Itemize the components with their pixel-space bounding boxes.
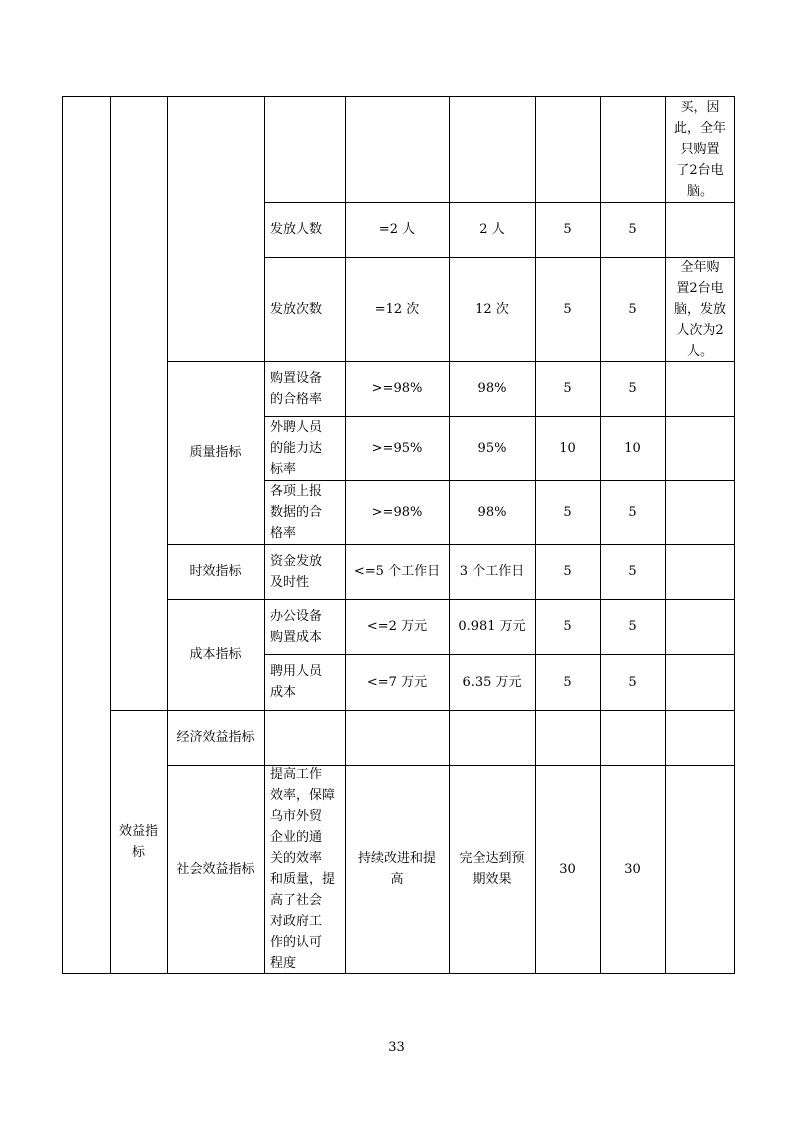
note-cell [665,654,735,710]
score-a-cell: 5 [563,619,572,634]
sub-category-timeliness: 时效指标 [189,564,242,579]
score-a-cell: 30 [559,861,576,877]
target-cell: >=98% [371,381,423,396]
actual-cell: 95% [477,440,507,456]
score-a-cell: 5 [563,222,572,237]
sub-category-quality: 质量指标 [189,445,242,460]
actual-cell: 98% [477,381,507,396]
performance-table [62,96,734,973]
actual-cell: 12 次 [475,301,509,317]
indicator-cell: 办公设备 购置成本 [270,608,323,645]
target-cell: >=95% [371,440,423,456]
note-cell [665,765,735,973]
score-a-cell: 5 [563,674,572,690]
note-cell [665,599,735,654]
note-cell: 全年购 置2台电 脑，发放 人次为2 人。 [673,259,726,359]
actual-cell: 6.35 万元 [462,674,522,690]
category-benefit: 效益指 标 [118,823,158,860]
page-number: 33 [388,1040,405,1055]
score-a-cell: 5 [563,564,572,579]
actual-cell: 0.981 万元 [458,619,526,634]
target-cell: <=2 万元 [366,619,428,634]
indicator-cell: 提高工作 效率，保障 乌市外贸 企业的通 关的效率 和质量，提 高了社会 对政府工 作的认可 程度 [270,767,336,971]
target-cell: =2 人 [378,222,416,237]
score-b-cell: 10 [624,440,641,456]
target-cell: 持续改进和提 高 [357,851,436,887]
target-cell: =12 次 [374,301,420,317]
actual-cell: 3 个工作日 [459,564,525,579]
actual-cell: 98% [477,504,507,520]
target-cell: <=5 个工作日 [353,564,441,579]
indicator-cell: 发放次数 [270,301,323,317]
note-cell [665,361,735,416]
sub-category-economic: 经济效益指标 [176,730,255,745]
indicator-cell: 资金发放 及时性 [270,553,323,590]
note-cell [665,416,735,480]
score-b-cell: 5 [628,504,637,520]
score-b-cell [600,710,665,765]
score-a-cell [535,710,600,765]
indicator-cell: 各项上报 数据的合 格率 [270,483,323,541]
score-b-cell: 5 [628,381,637,396]
target-cell: >=98% [371,504,423,520]
note-cell [665,710,735,765]
indicator-cell: 发放人数 [270,222,323,237]
score-a-cell: 10 [559,440,576,456]
score-a-cell: 5 [563,301,572,317]
indicator-cell: 外聘人员 的能力达 标率 [270,419,323,477]
score-b-cell: 5 [628,222,637,237]
sub-category-social: 社会效益指标 [176,861,255,877]
score-a-cell: 5 [563,381,572,396]
note-cell [665,544,735,599]
indicator-cell [264,710,345,765]
score-b-cell: 5 [628,301,637,317]
score-b-cell: 30 [624,861,641,877]
note-cell [665,480,735,544]
score-b-cell: 5 [628,674,637,690]
target-cell [345,710,449,765]
score-b-cell: 5 [628,564,637,579]
actual-cell: 2 人 [479,222,505,237]
note-cell: 买，因 此，全年 只购置 了2台电 脑。 [673,99,726,199]
actual-cell: 完全达到预 期效果 [459,851,525,887]
indicator-cell: 聘用人员 成本 [270,664,323,700]
score-b-cell: 5 [628,619,637,634]
actual-cell [449,710,535,765]
target-cell: <=7 万元 [366,674,428,690]
note-cell [665,202,735,257]
indicator-cell: 购置设备 的合格率 [270,370,323,407]
score-a-cell: 5 [563,504,572,520]
sub-category-cost: 成本指标 [189,647,242,662]
